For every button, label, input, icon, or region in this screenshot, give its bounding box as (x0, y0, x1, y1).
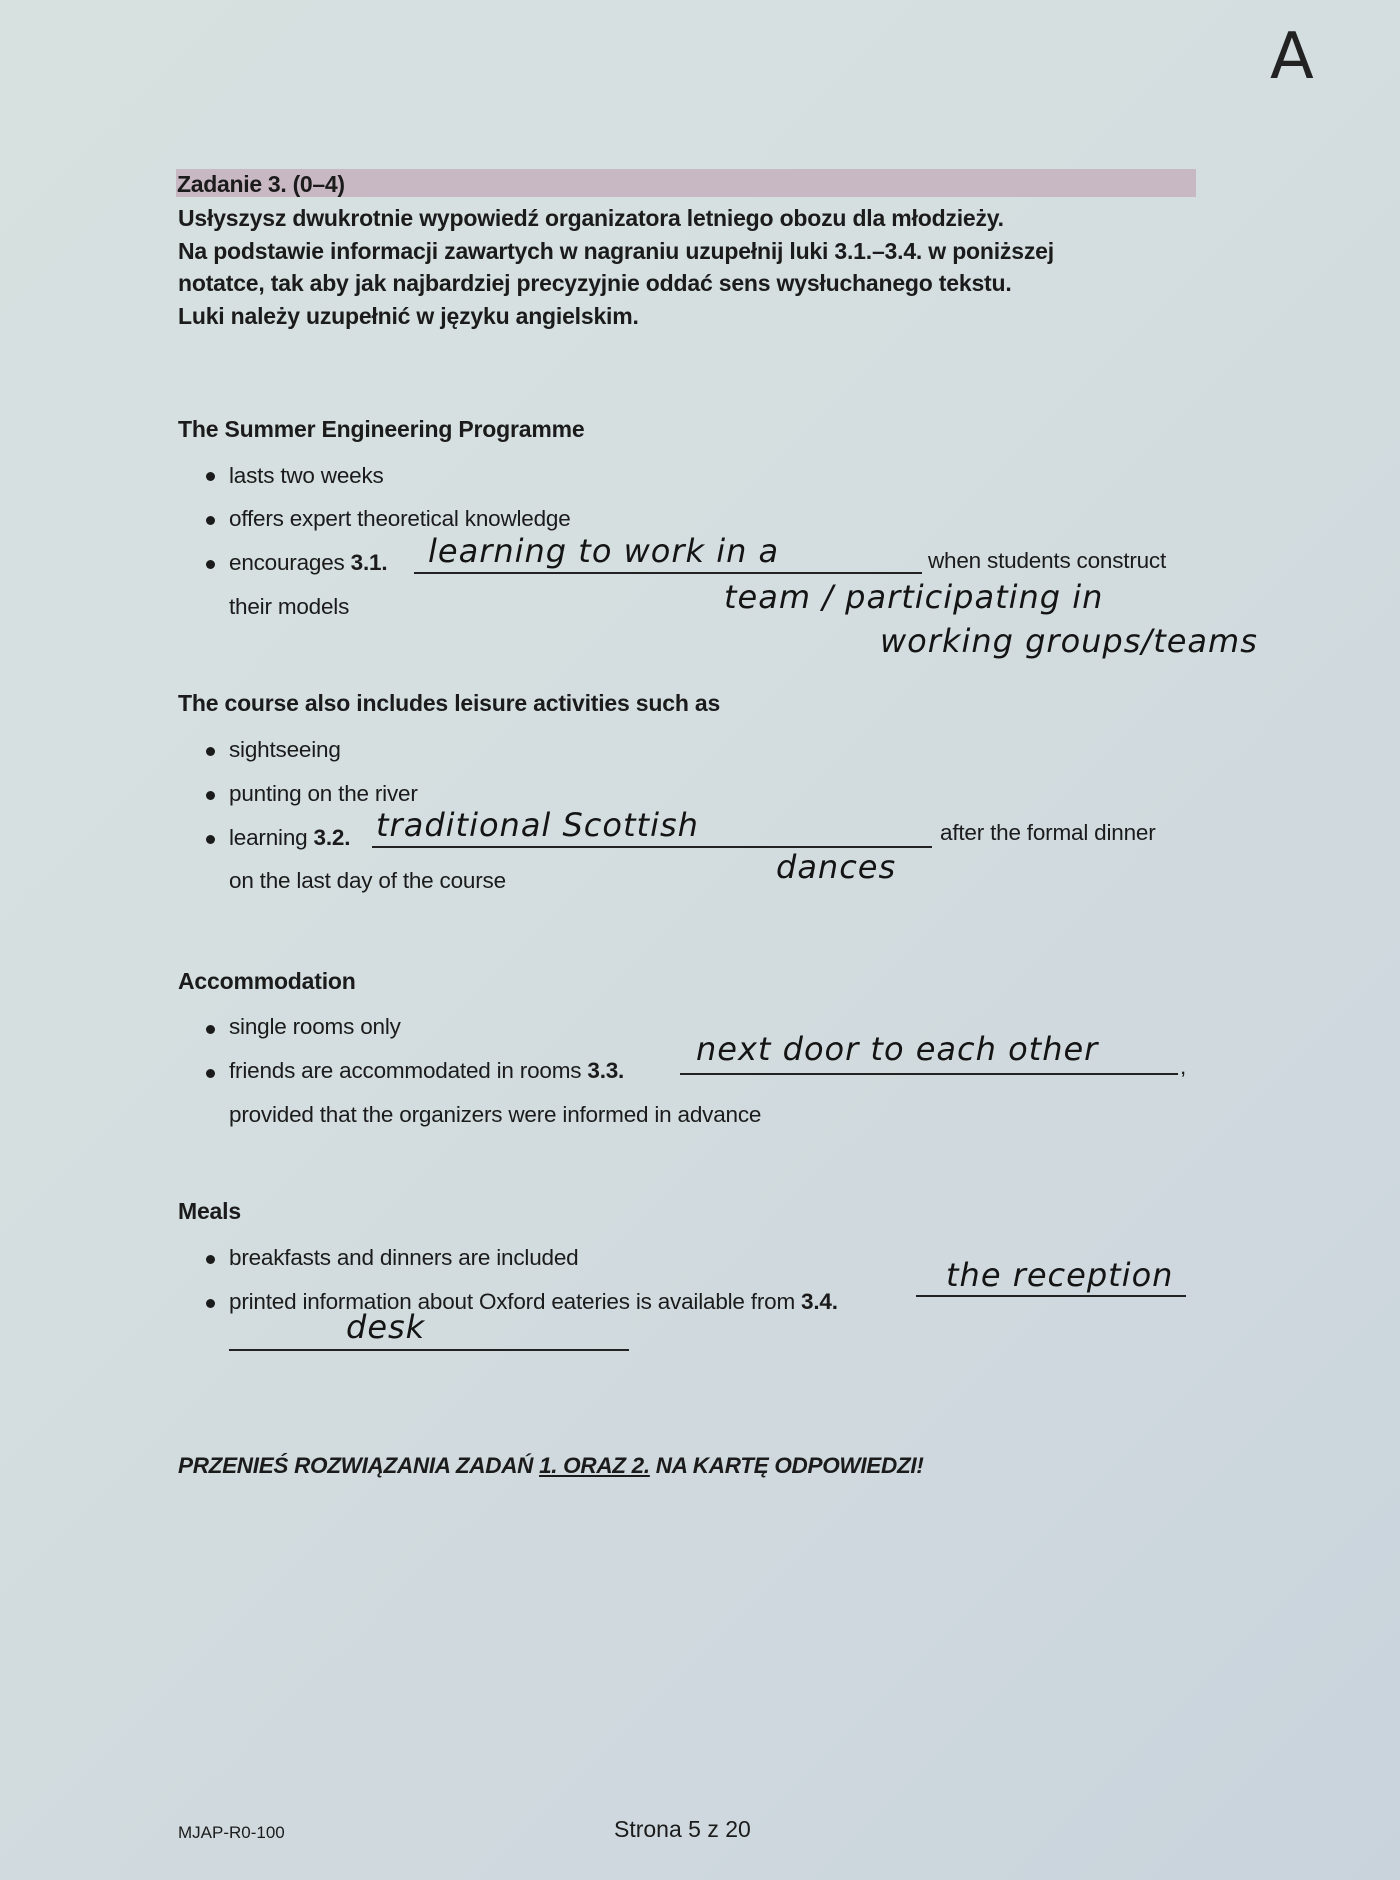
instruction-line: notatce, tak aby jak najbardziej precyzyjnie oddać sens wysłuchanego tekstu. (178, 270, 1012, 296)
gap-item-3-3: friends are accommodated in rooms 3.3. (229, 1058, 625, 1083)
notice-underlined-tasks: 1. ORAZ 2. (539, 1453, 650, 1478)
handwritten-answer-3-1-cont: working groups/teams (880, 622, 1258, 660)
bullet-icon (206, 560, 215, 569)
bullet-icon (206, 1255, 215, 1264)
handwritten-answer-3-1-cont: team / participating in (724, 578, 1104, 616)
list-item: offers expert theoretical knowledge (229, 506, 571, 531)
handwritten-answer-3-4-cont: desk (346, 1308, 426, 1346)
handwritten-answer-3-2: traditional Scottish (376, 806, 699, 844)
handwritten-answer-3-2-cont: dances (776, 848, 897, 886)
instruction-line: Usłyszysz dwukrotnie wypowiedź organizatora letniego obozu dla młodzieży. (178, 205, 1004, 231)
handwritten-answer-3-3: next door to each other (696, 1030, 1099, 1068)
gap-number: 3.3. (587, 1058, 625, 1083)
answer-field-3-3[interactable] (680, 1073, 1178, 1075)
section-title-meals: Meals (178, 1198, 241, 1224)
instruction-line: Luki należy uzupełnić w języku angielskim. (178, 302, 639, 329)
gap-number: 3.1. (350, 550, 388, 575)
gap-after-text: when students construct (928, 548, 1167, 573)
bullet-icon (206, 1069, 215, 1078)
list-item: punting on the river (229, 781, 418, 806)
answer-field-3-4[interactable] (916, 1295, 1186, 1297)
gap-continuation: provided that the organizers were informed in advance (229, 1102, 762, 1127)
section-title-programme: The Summer Engineering Programme (178, 416, 585, 442)
gap-number: 3.4. (801, 1289, 838, 1314)
handwritten-grade-mark: A (1270, 20, 1314, 94)
task-header-bar (176, 169, 1196, 197)
page-number: Strona 5 z 20 (614, 1816, 751, 1842)
gap-item-3-2: learning 3.2. (229, 825, 351, 850)
answer-field-3-1[interactable] (414, 572, 922, 574)
gap-after-text: after the formal dinner (940, 820, 1156, 845)
transfer-answers-notice: PRZENIEŚ ROZWIĄZANIA ZADAŃ 1. ORAZ 2. NA KARTĘ ODPOWIEDZI! (178, 1453, 924, 1478)
list-item: single rooms only (229, 1014, 401, 1039)
answer-field-3-4-cont[interactable] (229, 1349, 629, 1351)
bullet-icon (206, 791, 215, 800)
gap-after-text: , (1180, 1054, 1187, 1079)
handwritten-answer-3-4: the reception (946, 1256, 1174, 1294)
list-item: lasts two weeks (229, 463, 384, 488)
bullet-icon (206, 472, 215, 481)
gap-continuation: on the last day of the course (229, 868, 506, 893)
list-item: breakfasts and dinners are included (229, 1245, 579, 1270)
bullet-icon (206, 1025, 215, 1034)
list-item: sightseeing (229, 737, 341, 762)
section-title-accommodation: Accommodation (178, 968, 356, 994)
section-title-leisure: The course also includes leisure activities such as (178, 690, 721, 716)
gap-item-3-1: encourages 3.1. (229, 550, 388, 575)
gap-item-3-4: printed information about Oxford eateries is available from 3.4. (229, 1289, 838, 1314)
bullet-icon (206, 516, 215, 525)
bullet-icon (206, 835, 215, 844)
instruction-line: Na podstawie informacji zawartych w nagraniu uzupełnij luki 3.1.–3.4. w poniższej (178, 237, 1054, 264)
bullet-icon (206, 1299, 215, 1308)
gap-number: 3.2. (313, 825, 351, 850)
handwritten-answer-3-1: learning to work in a (428, 532, 780, 570)
exam-code: MJAP-R0-100 (178, 1823, 285, 1842)
task-title: Zadanie 3. (0–4) (177, 171, 345, 197)
bullet-icon (206, 747, 215, 756)
task-instructions (178, 202, 1198, 332)
gap-continuation: their models (229, 594, 350, 619)
